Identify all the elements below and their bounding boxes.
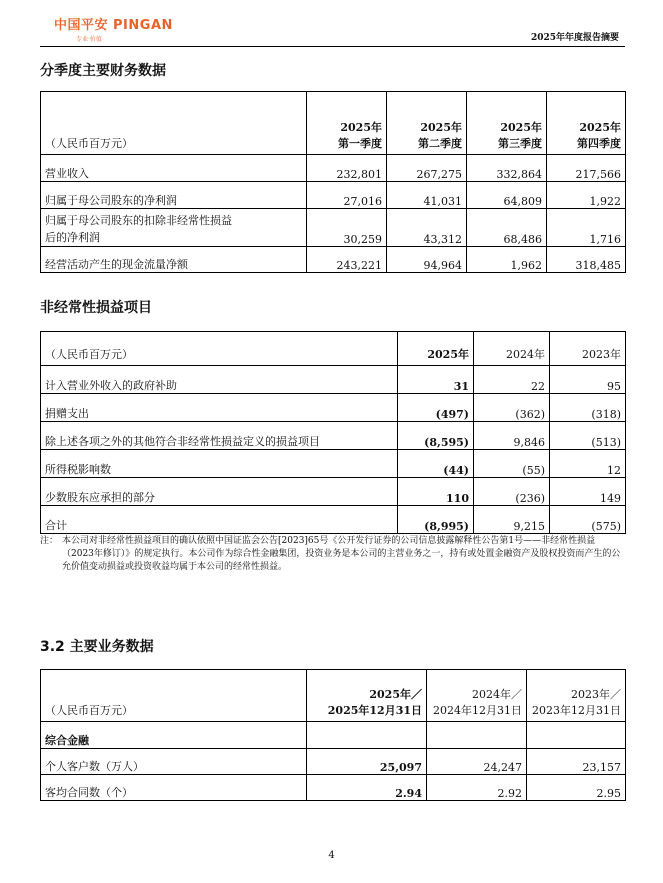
business-header-row (41, 670, 626, 722)
table-row: 合计 (8,995) 9,215 (575) (41, 506, 626, 534)
nonrecurring-table (40, 331, 626, 534)
page-number: 4 (328, 850, 335, 861)
year-2025-header: 2025年 (398, 332, 474, 366)
note-prefix: 注： (40, 536, 59, 546)
section-label: 综合金融 (41, 722, 307, 749)
note-body: 本公司对非经常性损益项目的确认依照中国证监会公告[2023]65号《公开发行证券的公司信息披露解释性公告第1号——非经常性损益（2023年修订）》的规定执行。本公司作为综合性金融集团，投资业务是本公司的主营业务之一，持有或处置金融资产及股权投资而产生的公允价值变动损益或投资收益均属于本公司的经常性损益。 (62, 536, 621, 572)
year-2024-header: 2024年 (474, 332, 550, 366)
period-2024-header: 2024年／ 2024年12月31日 (427, 670, 527, 722)
table-row: 捐赠支出 (497) (362) (318) (41, 394, 626, 422)
quarterly-table (40, 91, 626, 273)
nonrecurring-unit: （人民币百万元） (41, 332, 398, 366)
quarter-3-header: 2025年 第三季度 (467, 92, 547, 155)
quarterly-header-row (41, 92, 626, 155)
logo-sub-text: 专业·价值 (76, 36, 102, 43)
nonrecurring-header-row (41, 332, 626, 366)
table-row: 营业收入 232,801 267,275 332,864 217,566 (41, 155, 626, 182)
period-2025-header: 2025年／ 2025年12月31日 (307, 670, 427, 722)
quarter-4-header: 2025年 第四季度 (547, 92, 626, 155)
nonrecurring-note (40, 535, 625, 574)
nonrecurring-heading: 非经常性损益项目 (40, 300, 152, 316)
table-row: 经营活动产生的现金流量净额 243,221 94,964 1,962 318,485 (41, 247, 626, 273)
page-header (40, 12, 625, 47)
document-title: 2025年年度报告摘要 (530, 33, 619, 43)
quarterly-unit: （人民币百万元） (41, 92, 307, 155)
business-table (40, 669, 626, 801)
period-2023-header: 2023年／ 2023年12月31日 (527, 670, 626, 722)
table-row: 个人客户数（万人） 25,097 24,247 23,157 (41, 749, 626, 775)
pingan-logo (54, 14, 173, 43)
business-unit: （人民币百万元） (41, 670, 307, 722)
quarterly-heading: 分季度主要财务数据 (40, 63, 166, 79)
table-row: 计入营业外收入的政府补助 31 22 95 (41, 366, 626, 394)
section-row (41, 722, 626, 749)
table-row: 归属于母公司股东的净利润 27,016 41,031 64,809 1,922 (41, 182, 626, 209)
quarter-2-header: 2025年 第二季度 (387, 92, 467, 155)
table-row: 除上述各项之外的其他符合非经常性损益定义的损益项目 (8,595) 9,846 (513) (41, 422, 626, 450)
logo-main-text: 中国平安 PINGAN (54, 18, 173, 33)
quarter-1-header: 2025年 第一季度 (307, 92, 387, 155)
year-2023-header: 2023年 (550, 332, 626, 366)
table-row: 少数股东应承担的部分 110 (236) 149 (41, 478, 626, 506)
table-row: 客均合同数（个） 2.94 2.92 2.95 (41, 775, 626, 801)
table-row: 所得税影响数 (44) (55) 12 (41, 450, 626, 478)
business-heading: 3.2 主要业务数据 (40, 639, 154, 655)
table-row: 归属于母公司股东的扣除非经常性损益 后的净利润 30,259 43,312 68,486 1,716 (41, 209, 626, 247)
